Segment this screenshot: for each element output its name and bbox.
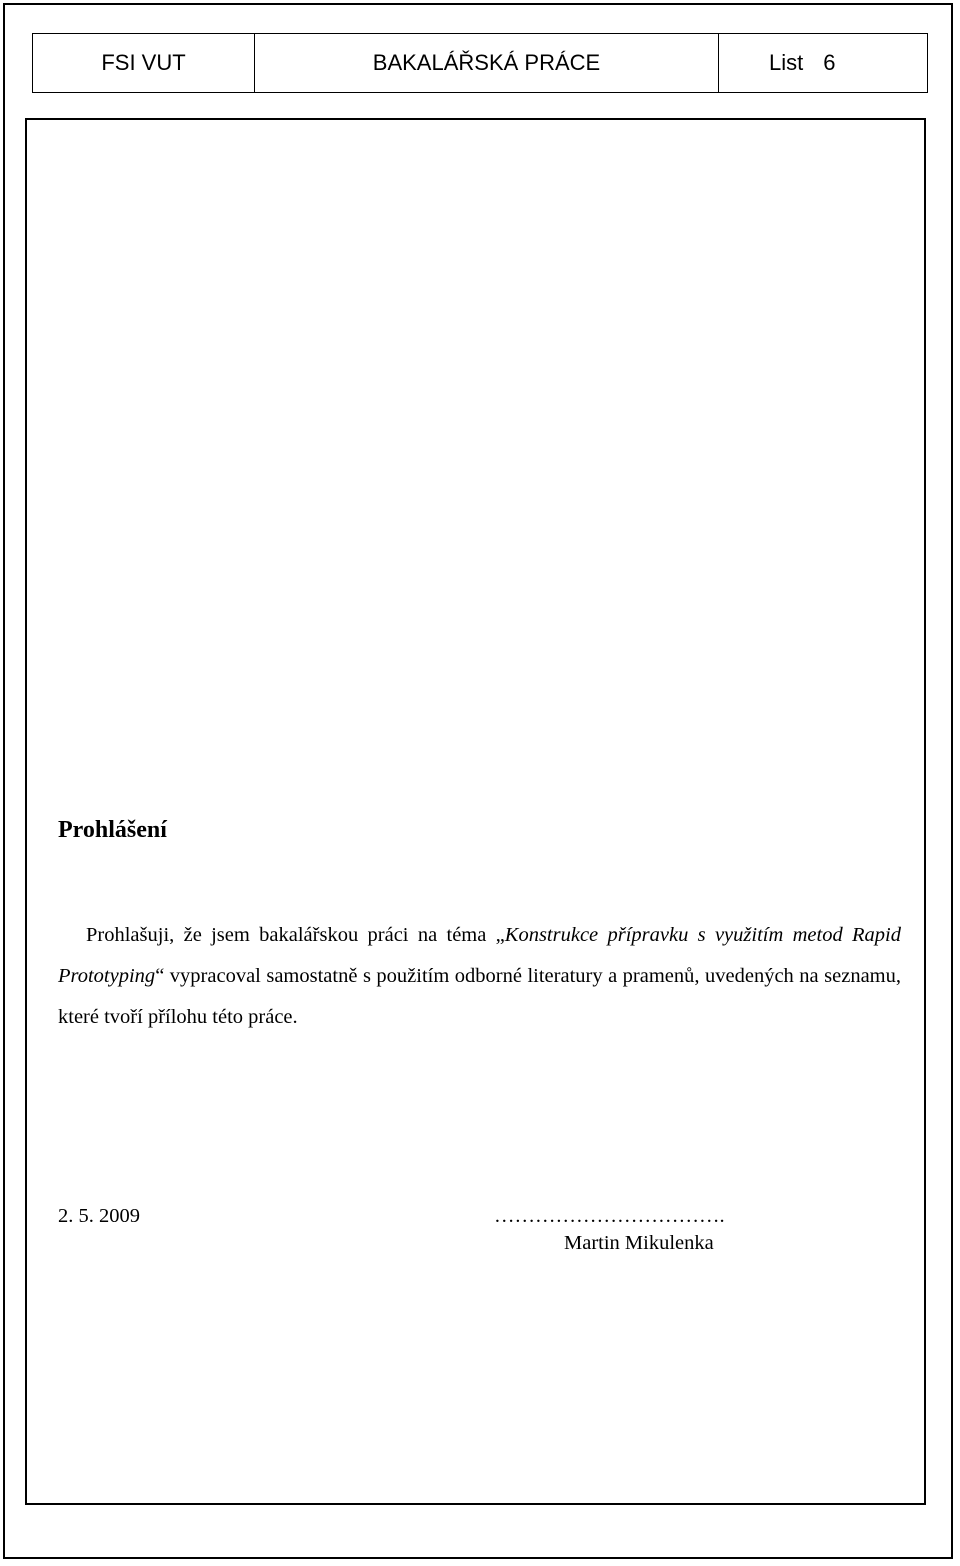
signature-line: ……………………………. — [494, 1205, 725, 1227]
declaration-text-after: vypracoval samostatně s použitím odborné literatury a pramenů, uvedených na seznamu, které tvoří přílohu této práce. — [58, 965, 901, 1028]
signature-name: Martin Mikulenka — [564, 1232, 714, 1254]
header-page-cell — [719, 34, 927, 92]
thesis-title: Konstrukce přípravku s využitím metod Rapid Prototyping — [58, 924, 901, 987]
title-open-quote: „ — [495, 924, 505, 946]
declaration-heading: Prohlášení — [58, 817, 167, 843]
declaration-paragraph — [58, 915, 901, 1038]
content-border — [25, 118, 926, 1505]
signature-date: 2. 5. 2009 — [58, 1205, 140, 1227]
declaration-text-before: Prohlašuji, že jsem bakalářskou práci na téma — [86, 924, 496, 946]
header-document-type: BAKALÁŘSKÁ PRÁCE — [372, 50, 601, 75]
header-page-number: 6 — [823, 50, 836, 75]
header-institution-cell — [33, 34, 255, 92]
header-page-label: List — [769, 50, 804, 75]
header-document-type-cell — [255, 34, 719, 92]
page-header — [32, 33, 928, 93]
title-close-quote: “ — [155, 965, 165, 987]
header-institution: FSI VUT — [101, 50, 186, 75]
